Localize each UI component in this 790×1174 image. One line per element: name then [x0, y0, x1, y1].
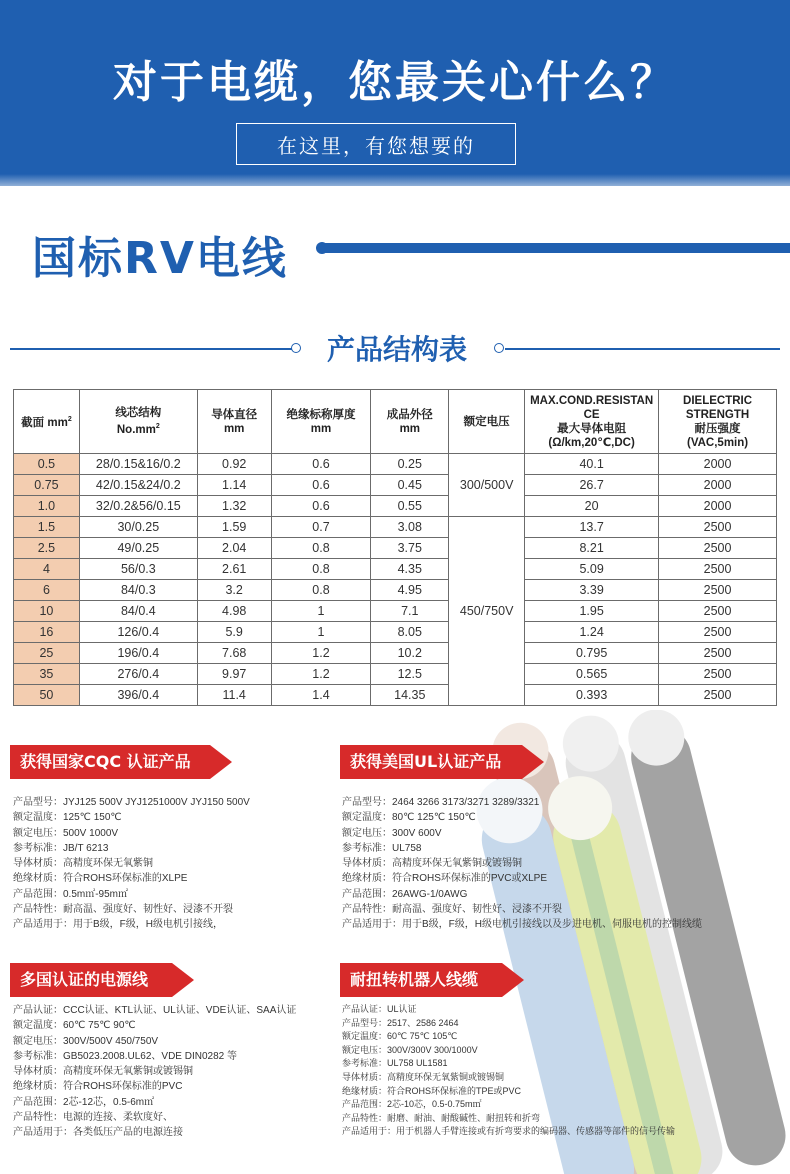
feature-line: 产品范围：0.5m㎡-95m㎡: [13, 888, 129, 900]
feature-tag-ul: 获得美国UL认证产品: [340, 745, 522, 779]
top-banner: [0, 0, 790, 200]
resistance-cell: 20: [525, 496, 659, 517]
size-cell: 1.5: [14, 517, 80, 538]
header-resistance: MAX.COND.RESISTAN CE 最大导体电阻 (Ω/km,20℃,DC): [525, 390, 659, 454]
feature-line: 绝缘材质：符合ROHS环保标准的PVC: [13, 1081, 183, 1093]
size-cell: 35: [14, 664, 80, 685]
diameter-cell: 1.32: [197, 496, 271, 517]
header-voltage: 额定电压: [449, 390, 525, 454]
outer-diameter-cell: 0.55: [371, 496, 449, 517]
feature-line: 参考标准：GB5023.2008.UL62、VDE DIN0282 等: [13, 1050, 237, 1062]
strand-cell: 28/0.15&16/0.2: [79, 454, 197, 475]
banner-bottom-band: [0, 186, 790, 200]
diameter-cell: 1.14: [197, 475, 271, 496]
feature-list-cqc: [13, 795, 250, 933]
table-row: [14, 496, 777, 517]
resistance-cell: 5.09: [525, 559, 659, 580]
dielectric-cell: 2000: [659, 475, 777, 496]
insulation-cell: 0.7: [271, 517, 371, 538]
feature-line: 额定电压：500V 1000V: [13, 827, 119, 839]
feature-line: 导体材质：高精度环保无氧紫铜或镀锡铜: [342, 1071, 505, 1082]
dielectric-cell: 2500: [659, 643, 777, 664]
header-diameter: 导体直径 mm: [197, 390, 271, 454]
size-cell: 50: [14, 685, 80, 706]
diameter-cell: 4.98: [197, 601, 271, 622]
feature-line: 额定温度：60℃ 75℃ 105℃: [342, 1031, 458, 1042]
diameter-cell: 9.97: [197, 664, 271, 685]
table-row: [14, 517, 777, 538]
size-cell: 16: [14, 622, 80, 643]
resistance-cell: 0.565: [525, 664, 659, 685]
outer-diameter-cell: 0.45: [371, 475, 449, 496]
feature-line: 产品适用于：用于B级，F级，H级电机引接线以及步进电机、伺服电机的控制线缆: [342, 919, 702, 931]
feature-line: 额定电压：300V/300V 300/1000V: [342, 1044, 478, 1055]
strand-cell: 56/0.3: [79, 559, 197, 580]
feature-line: 导体材质：高精度环保无氧紫铜或镀锡铜: [342, 858, 522, 870]
header-strand: 线芯结构 $No.mm^2$: [79, 390, 197, 454]
diameter-cell: 2.61: [197, 559, 271, 580]
resistance-cell: 26.7: [525, 475, 659, 496]
resistance-cell: 0.795: [525, 643, 659, 664]
insulation-cell: 1: [271, 622, 371, 643]
outer-diameter-cell: 3.75: [371, 538, 449, 559]
dielectric-cell: 2500: [659, 517, 777, 538]
banner-subtitle: 在这里，有您想要的: [277, 134, 475, 158]
table-row: [14, 643, 777, 664]
banner-title: 对于电缆，您最关心什么？: [113, 57, 677, 108]
size-cell: 6: [14, 580, 80, 601]
outer-diameter-cell: 14.35: [371, 685, 449, 706]
strand-cell: 49/0.25: [79, 538, 197, 559]
feature-line: 产品范围：26AWG-1/0AWG: [342, 888, 468, 900]
insulation-cell: 1.4: [271, 685, 371, 706]
table-row: [14, 685, 777, 706]
feature-line: 产品特性：耐磨、耐油、耐酸碱性、耐扭转和折弯: [342, 1112, 541, 1123]
feature-line: 产品特性：耐高温、强度好、韧性好、浸漆不开裂: [342, 904, 562, 916]
feature-line: 绝缘材质：符合ROHS环保标准的PVC或XLPE: [342, 873, 548, 885]
feature-line: 产品型号：2517、2586 2464: [342, 1017, 459, 1028]
diameter-cell: 0.92: [197, 454, 271, 475]
feature-line: 产品型号：2464 3266 3173/3271 3289/3321: [342, 797, 540, 808]
outer-diameter-cell: 8.05: [371, 622, 449, 643]
strand-cell: 126/0.4: [79, 622, 197, 643]
feature-list-robot-cable: [342, 1003, 675, 1139]
resistance-cell: 13.7: [525, 517, 659, 538]
table-row: [14, 538, 777, 559]
header-insulation: 绝缘标称厚度 mm: [271, 390, 371, 454]
resistance-cell: 40.1: [525, 454, 659, 475]
strand-cell: 30/0.25: [79, 517, 197, 538]
diameter-cell: 5.9: [197, 622, 271, 643]
voltage-cell: 300/500V: [449, 454, 525, 517]
diameter-cell: 7.68: [197, 643, 271, 664]
feature-line: 产品特性：电源的连接、柔软度好、: [13, 1112, 173, 1124]
feature-list-power-cord: [13, 1003, 296, 1141]
feature-line: 额定电压：300V 600V: [342, 827, 442, 839]
diameter-cell: 1.59: [197, 517, 271, 538]
dielectric-cell: 2000: [659, 454, 777, 475]
feature-line: 产品型号：JYJ125 500V JYJ1251000V JYJ150 500V: [13, 797, 250, 808]
resistance-cell: 1.24: [525, 622, 659, 643]
table-body: [14, 454, 777, 706]
outer-diameter-cell: 10.2: [371, 643, 449, 664]
insulation-cell: 0.6: [271, 454, 371, 475]
strand-cell: 276/0.4: [79, 664, 197, 685]
feature-line: 导体材质：高精度环保无氧紫铜或镀锡铜: [13, 1066, 193, 1078]
feature-list-ul: [342, 795, 702, 933]
outer-diameter-cell: 0.25: [371, 454, 449, 475]
table-row: [14, 580, 777, 601]
dielectric-cell: 2500: [659, 580, 777, 601]
insulation-cell: 1: [271, 601, 371, 622]
outer-diameter-cell: 7.1: [371, 601, 449, 622]
insulation-cell: 0.8: [271, 559, 371, 580]
product-structure-table: [13, 389, 777, 706]
feature-line: 绝缘材质：符合ROHS环保标准的XLPE: [13, 873, 188, 885]
dielectric-cell: 2000: [659, 496, 777, 517]
strand-cell: 32/0.2&56/0.15: [79, 496, 197, 517]
strand-cell: 396/0.4: [79, 685, 197, 706]
insulation-cell: 0.8: [271, 538, 371, 559]
feature-line: 参考标准：UL758 UL1581: [342, 1058, 448, 1069]
resistance-cell: 8.21: [525, 538, 659, 559]
feature-line: 产品适用于：用于B级，F级，H级电机引接线，: [13, 919, 223, 931]
feature-tag-robot-cable: 耐扭转机器人线缆: [340, 963, 502, 997]
size-cell: 0.5: [14, 454, 80, 475]
table-row: [14, 601, 777, 622]
section-title: 国标RV电线: [32, 233, 288, 284]
size-cell: 4: [14, 559, 80, 580]
feature-line: 产品特性：耐高温、强度好、韧性好、浸漆不开裂: [13, 904, 233, 916]
insulation-cell: 1.2: [271, 643, 371, 664]
diameter-cell: 11.4: [197, 685, 271, 706]
header-size: 截面 $mm^2$: [14, 390, 80, 454]
outer-diameter-cell: 4.35: [371, 559, 449, 580]
size-cell: 25: [14, 643, 80, 664]
subsection-divider-left: [10, 348, 292, 350]
table-row: [14, 622, 777, 643]
feature-line: 绝缘材质：符合ROHS环保标准的TPE或PVC: [342, 1085, 522, 1096]
outer-diameter-cell: 3.08: [371, 517, 449, 538]
feature-line: 产品范围：2芯-10芯，0.5-0.75m㎡: [342, 1099, 482, 1110]
feature-line: 产品范围：2芯-12芯，0.5-6m㎡: [13, 1096, 155, 1108]
strand-cell: 196/0.4: [79, 643, 197, 664]
dielectric-cell: 2500: [659, 685, 777, 706]
size-cell: 10: [14, 601, 80, 622]
strand-cell: 42/0.15&24/0.2: [79, 475, 197, 496]
outer-diameter-cell: 12.5: [371, 664, 449, 685]
size-cell: 2.5: [14, 538, 80, 559]
feature-line: 额定温度：125℃ 150℃: [13, 812, 122, 824]
resistance-cell: 0.393: [525, 685, 659, 706]
feature-line: 额定电压：300V/500V 450/750V: [13, 1035, 159, 1047]
table-row: [14, 559, 777, 580]
resistance-cell: 1.95: [525, 601, 659, 622]
feature-line: 导体材质：高精度环保无氧紫铜: [13, 858, 153, 870]
table-row: [14, 454, 777, 475]
strand-cell: 84/0.4: [79, 601, 197, 622]
voltage-cell: 450/750V: [449, 517, 525, 706]
diameter-cell: 3.2: [197, 580, 271, 601]
table-header-row: [14, 390, 777, 454]
dielectric-cell: 2500: [659, 538, 777, 559]
resistance-cell: 3.39: [525, 580, 659, 601]
insulation-cell: 0.6: [271, 496, 371, 517]
diameter-cell: 2.04: [197, 538, 271, 559]
feature-line: 产品适用于：用于机器人手臂连接或有折弯要求的编码器、传感器等部件的信号传输: [342, 1126, 676, 1137]
table-row: [14, 664, 777, 685]
subsection-divider-right: [505, 348, 780, 350]
dielectric-cell: 2500: [659, 622, 777, 643]
strand-cell: 84/0.3: [79, 580, 197, 601]
header-dielectric: DIELECTRIC STRENGTH 耐压强度 (VAC,5min): [659, 390, 777, 454]
feature-tag-power-cord: 多国认证的电源线: [10, 963, 172, 997]
feature-line: 产品认证：UL认证: [342, 1004, 417, 1014]
insulation-cell: 1.2: [271, 664, 371, 685]
feature-line: 参考标准：UL758: [342, 842, 422, 854]
feature-line: 产品适用于：各类低压产品的电源连接: [13, 1127, 183, 1139]
insulation-cell: 0.6: [271, 475, 371, 496]
feature-line: 产品认证：CCC认证、KTL认证、UL认证、VDE认证、SAA认证: [13, 1005, 297, 1016]
feature-tag-cqc: 获得国家CQC 认证产品: [10, 745, 210, 779]
feature-line: 额定温度：80℃ 125℃ 150℃: [342, 812, 476, 824]
section-title-bar: [322, 243, 790, 253]
subsection-ring-right: [494, 343, 504, 353]
header-outer-diameter: 成品外径 mm: [371, 390, 449, 454]
insulation-cell: 0.8: [271, 580, 371, 601]
dielectric-cell: 2500: [659, 664, 777, 685]
dielectric-cell: 2500: [659, 601, 777, 622]
table-row: [14, 475, 777, 496]
size-cell: 1.0: [14, 496, 80, 517]
dielectric-cell: 2500: [659, 559, 777, 580]
outer-diameter-cell: 4.95: [371, 580, 449, 601]
feature-line: 额定温度：60℃ 75℃ 90℃: [13, 1020, 136, 1032]
subsection-title: 产品结构表: [326, 333, 467, 366]
feature-line: 参考标准：JB/T 6213: [13, 842, 109, 854]
size-cell: 0.75: [14, 475, 80, 496]
